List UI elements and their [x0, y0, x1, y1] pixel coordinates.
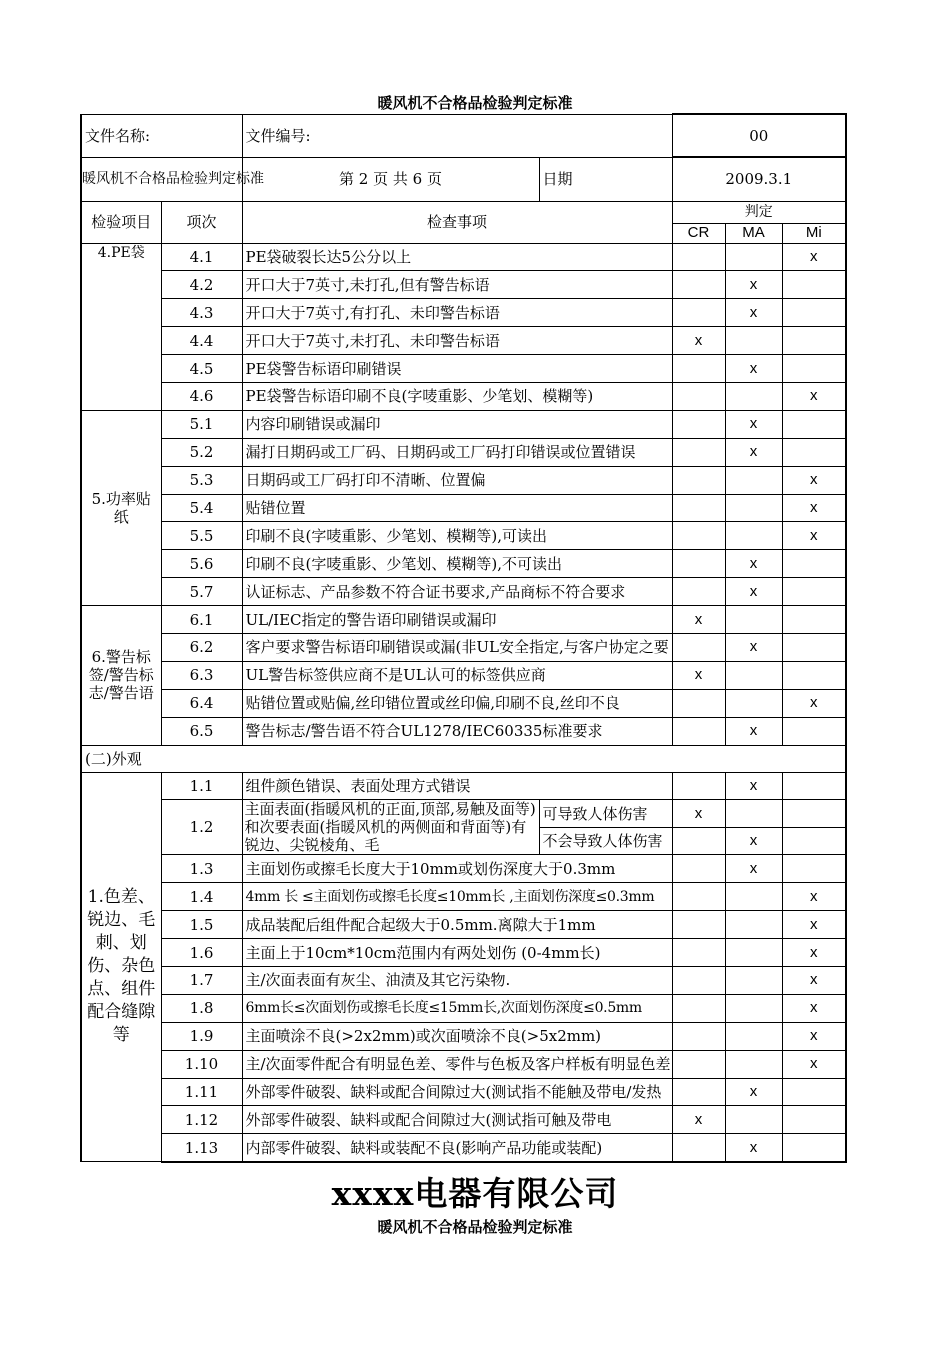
matter-cell: 开口大于7英寸,有打孔、未印警告标语 [242, 299, 672, 327]
ma-mark [725, 494, 782, 522]
ma-mark: x [725, 410, 782, 438]
ma-mark: x [725, 772, 782, 800]
table-row [81, 717, 846, 745]
table-row [81, 1050, 846, 1078]
ma-mark: x [725, 299, 782, 327]
mi-mark [782, 327, 846, 355]
col-mi-header: Mi [782, 223, 846, 243]
table-row [81, 1106, 846, 1134]
table-row [81, 855, 846, 883]
cr-mark: x [672, 1106, 725, 1134]
table-row [81, 271, 846, 299]
column-header-row-1 [81, 201, 846, 223]
matter-cell: 贴错位置 [242, 494, 672, 522]
matter-cell: 主面划伤或擦毛长度大于10mm或划伤深度大于0.3mm [242, 855, 672, 883]
seq-cell: 1.6 [161, 939, 242, 967]
section-appearance-title: (二)外观 [81, 745, 846, 772]
cr-mark: x [672, 606, 725, 634]
cr-mark [672, 271, 725, 299]
seq-cell: 5.4 [161, 494, 242, 522]
cr-mark [672, 522, 725, 550]
ma-mark: x [725, 578, 782, 606]
seq-cell: 5.7 [161, 578, 242, 606]
table-row [81, 466, 846, 494]
col-judge-header: 判定 [672, 201, 846, 223]
matter-cell: 印刷不良(字唛重影、少笔划、模糊等),不可读出 [242, 550, 672, 578]
col-matter-header: 检查事项 [242, 201, 672, 243]
table-row [81, 438, 846, 466]
seq-cell: 1.9 [161, 1022, 242, 1050]
cr-mark [672, 966, 725, 994]
ma-mark: x [725, 1078, 782, 1106]
seq-cell: 6.3 [161, 661, 242, 689]
mi-mark [782, 772, 846, 800]
ma-mark [725, 911, 782, 939]
seq-cell: 5.5 [161, 522, 242, 550]
matter-cell: 6mm长≤次面划伤或擦毛长度≤15mm长,次面划伤深度≤0.5mm [242, 994, 672, 1022]
ma-mark: x [725, 271, 782, 299]
ma-mark [725, 382, 782, 410]
matter-cell: PE袋警告标语印刷错误 [242, 355, 672, 383]
matter-cell: 4mm 长 ≤主面划伤或擦毛长度≤10mm长 ,主面划伤深度≤0.3mm [242, 883, 672, 911]
ma-mark [725, 606, 782, 634]
table-row [81, 382, 846, 410]
table-row [81, 299, 846, 327]
mi-mark [782, 827, 846, 855]
matter-cell: 印刷不良(字唛重影、少笔划、模糊等),可读出 [242, 522, 672, 550]
mi-mark: x [782, 494, 846, 522]
table-row [81, 243, 846, 271]
matter-cell: 外部零件破裂、缺料或配合间隙过大(测试指可触及带电 [242, 1106, 672, 1134]
seq-cell: 4.2 [161, 271, 242, 299]
ma-mark: x [725, 717, 782, 745]
col-seq-header: 项次 [161, 201, 242, 243]
seq-cell: 5.2 [161, 438, 242, 466]
ma-mark [725, 883, 782, 911]
ma-mark: x [725, 550, 782, 578]
table-row [81, 883, 846, 911]
mi-mark [782, 633, 846, 661]
ma-mark [725, 966, 782, 994]
seq-cell: 1.3 [161, 855, 242, 883]
category-cell: 5.功率贴纸 [81, 410, 161, 605]
header-row-2 [81, 157, 846, 201]
cr-mark [672, 355, 725, 383]
mi-mark [782, 1078, 846, 1106]
cr-mark [672, 550, 725, 578]
matter-cell: 外部零件破裂、缺料或配合间隙过大(测试指不能触及带电/发热 [242, 1078, 672, 1106]
seq-cell: 1.5 [161, 911, 242, 939]
table-row [81, 410, 846, 438]
harm-label: 可导致人体伤害 [539, 800, 672, 828]
mi-mark: x [782, 966, 846, 994]
mi-mark [782, 578, 846, 606]
ma-mark: x [725, 855, 782, 883]
matter-cell: 组件颜色错误、表面处理方式错误 [242, 772, 672, 800]
mi-mark [782, 800, 846, 828]
matter-cell: 主面表面(指暖风机的正面,顶部,易触及面等)和次要表面(指暖风机的两侧面和背面等)有锐边、尖锐棱角、毛 [242, 800, 539, 855]
table-row [81, 1078, 846, 1106]
table-row [81, 327, 846, 355]
cr-mark [672, 939, 725, 967]
cr-mark [672, 994, 725, 1022]
file-no-label: 文件编号: [242, 114, 672, 157]
ma-mark: x [725, 1134, 782, 1162]
table-row [81, 633, 846, 661]
seq-cell: 1.11 [161, 1078, 242, 1106]
seq-cell: 5.3 [161, 466, 242, 494]
seq-cell: 1.12 [161, 1106, 242, 1134]
mi-mark: x [782, 689, 846, 717]
mi-mark: x [782, 1022, 846, 1050]
matter-cell: 认证标志、产品参数不符合证书要求,产品商标不符合要求 [242, 578, 672, 606]
seq-cell: 5.6 [161, 550, 242, 578]
cr-mark [672, 717, 725, 745]
matter-cell: PE袋破裂长达5公分以上 [242, 243, 672, 271]
mi-mark [782, 1106, 846, 1134]
matter-cell: UL警告标签供应商不是UL认可的标签供应商 [242, 661, 672, 689]
file-name-value: 暖风机不合格品检验判定标准 [81, 157, 242, 201]
cr-mark [672, 1022, 725, 1050]
table-row [81, 355, 846, 383]
col-cr-header: CR [672, 223, 725, 243]
document-title: 暖风机不合格品检验判定标准 [377, 94, 573, 112]
ma-mark [725, 243, 782, 271]
mi-mark [782, 438, 846, 466]
cr-mark [672, 883, 725, 911]
matter-cell: 内容印刷错误或漏印 [242, 410, 672, 438]
cr-mark [672, 578, 725, 606]
seq-cell: 1.10 [161, 1050, 242, 1078]
mi-mark [782, 271, 846, 299]
matter-cell: 开口大于7英寸,未打孔、未印警告标语 [242, 327, 672, 355]
mi-mark [782, 410, 846, 438]
mi-mark: x [782, 1050, 846, 1078]
company-name: xxxx电器有限公司 [331, 1174, 619, 1213]
table-row [81, 1134, 846, 1162]
table-row [81, 911, 846, 939]
table-row [81, 1022, 846, 1050]
matter-cell: 日期码或工厂码打印不清晰、位置偏 [242, 466, 672, 494]
seq-cell: 1.8 [161, 994, 242, 1022]
mi-mark [782, 717, 846, 745]
ma-mark: x [725, 355, 782, 383]
page-info: 第 2 页 共 6 页 [242, 157, 539, 201]
cr-mark [672, 1050, 725, 1078]
cr-mark [672, 633, 725, 661]
table-row [81, 661, 846, 689]
seq-cell: 6.2 [161, 633, 242, 661]
seq-cell: 4.6 [161, 382, 242, 410]
ma-mark [725, 522, 782, 550]
version-value: 00 [672, 114, 846, 157]
ma-mark [725, 1106, 782, 1134]
mi-mark [782, 355, 846, 383]
mi-mark [782, 299, 846, 327]
matter-cell: 警告标志/警告语不符合UL1278/IEC60335标准要求 [242, 717, 672, 745]
table-row [81, 522, 846, 550]
table-row [81, 550, 846, 578]
seq-cell: 6.4 [161, 689, 242, 717]
seq-cell: 6.5 [161, 717, 242, 745]
cr-mark: x [672, 661, 725, 689]
category-cell: 6.警告标签/警告标志/警告语 [81, 606, 161, 745]
category-cell: 1.色差、锐边、毛刺、划伤、杂色点、组件配合缝隙等 [81, 772, 161, 1162]
cr-mark [672, 1078, 725, 1106]
ma-mark: x [725, 827, 782, 855]
table-row [81, 494, 846, 522]
matter-cell: 主面上于10cm*10cm范围内有两处划伤 (0-4mm长) [242, 939, 672, 967]
cr-mark [672, 243, 725, 271]
date-label: 日期 [539, 157, 672, 201]
cr-mark: x [672, 800, 725, 828]
footer-title: 暖风机不合格品检验判定标准 [377, 1218, 573, 1236]
seq-cell: 1.7 [161, 966, 242, 994]
cr-mark [672, 911, 725, 939]
cr-mark [672, 466, 725, 494]
mi-mark [782, 1134, 846, 1162]
cr-mark [672, 689, 725, 717]
matter-cell: 内部零件破裂、缺料或装配不良(影响产品功能或装配) [242, 1134, 672, 1162]
mi-mark [782, 855, 846, 883]
inspection-table [80, 113, 847, 1163]
seq-cell: 1.1 [161, 772, 242, 800]
ma-mark: x [725, 438, 782, 466]
ma-mark [725, 939, 782, 967]
category-cell: 4.PE袋 [81, 243, 161, 410]
header-row-1 [81, 114, 846, 157]
matter-cell: 成品装配后组件配合起级大于0.5mm.离隙大于1mm [242, 911, 672, 939]
ma-mark [725, 994, 782, 1022]
mi-mark: x [782, 939, 846, 967]
table-row [81, 994, 846, 1022]
cr-mark [672, 410, 725, 438]
matter-cell: 主/次面零件配合有明显色差、零件与色板及客户样板有明显色差 [242, 1050, 672, 1078]
mi-mark: x [782, 883, 846, 911]
date-value: 2009.3.1 [672, 157, 846, 201]
seq-cell: 4.3 [161, 299, 242, 327]
cr-mark [672, 299, 725, 327]
matter-cell: 漏打日期码或工厂码、日期码或工厂码打印错误或位置错误 [242, 438, 672, 466]
table-row [81, 689, 846, 717]
ma-mark [725, 1050, 782, 1078]
seq-cell: 1.13 [161, 1134, 242, 1162]
ma-mark [725, 327, 782, 355]
cr-mark [672, 855, 725, 883]
matter-cell: 客户要求警告标语印刷错误或漏(非UL安全指定,与客户协定之要 [242, 633, 672, 661]
cr-mark [672, 494, 725, 522]
seq-cell: 4.1 [161, 243, 242, 271]
ma-mark [725, 1022, 782, 1050]
section-row [81, 745, 846, 772]
col-item-header: 检验项目 [81, 201, 161, 243]
seq-cell: 4.4 [161, 327, 242, 355]
ma-mark [725, 466, 782, 494]
file-name-label: 文件名称: [81, 114, 242, 157]
ma-mark [725, 661, 782, 689]
table-row [81, 578, 846, 606]
mi-mark: x [782, 911, 846, 939]
no-harm-label: 不会导致人体伤害 [539, 827, 672, 855]
matter-cell: 主面喷涂不良(>2x2mm)或次面喷涂不良(>5x2mm) [242, 1022, 672, 1050]
table-row [81, 966, 846, 994]
mi-mark [782, 661, 846, 689]
mi-mark [782, 550, 846, 578]
seq-cell: 1.2 [161, 800, 242, 855]
mi-mark [782, 606, 846, 634]
matter-cell: 主/次面表面有灰尘、油渍及其它污染物. [242, 966, 672, 994]
cr-mark [672, 438, 725, 466]
cr-mark [672, 382, 725, 410]
seq-cell: 4.5 [161, 355, 242, 383]
matter-cell: 贴错位置或贴偏,丝印错位置或丝印偏,印刷不良,丝印不良 [242, 689, 672, 717]
table-row [81, 606, 846, 634]
cr-mark: x [672, 327, 725, 355]
mi-mark: x [782, 382, 846, 410]
seq-cell: 6.1 [161, 606, 242, 634]
col-ma-header: MA [725, 223, 782, 243]
cr-mark [672, 772, 725, 800]
cr-mark [672, 827, 725, 855]
ma-mark [725, 689, 782, 717]
seq-cell: 1.4 [161, 883, 242, 911]
seq-cell: 5.1 [161, 410, 242, 438]
cr-mark [672, 1134, 725, 1162]
mi-mark: x [782, 522, 846, 550]
ma-mark: x [725, 633, 782, 661]
mi-mark: x [782, 466, 846, 494]
ma-mark [725, 800, 782, 828]
table-row [81, 772, 846, 800]
table-row [81, 939, 846, 967]
mi-mark: x [782, 994, 846, 1022]
table-row [81, 800, 846, 828]
matter-cell: 开口大于7英寸,未打孔,但有警告标语 [242, 271, 672, 299]
mi-mark: x [782, 243, 846, 271]
matter-cell: PE袋警告标语印刷不良(字唛重影、少笔划、模糊等) [242, 382, 672, 410]
matter-cell: UL/IEC指定的警告语印刷错误或漏印 [242, 606, 672, 634]
